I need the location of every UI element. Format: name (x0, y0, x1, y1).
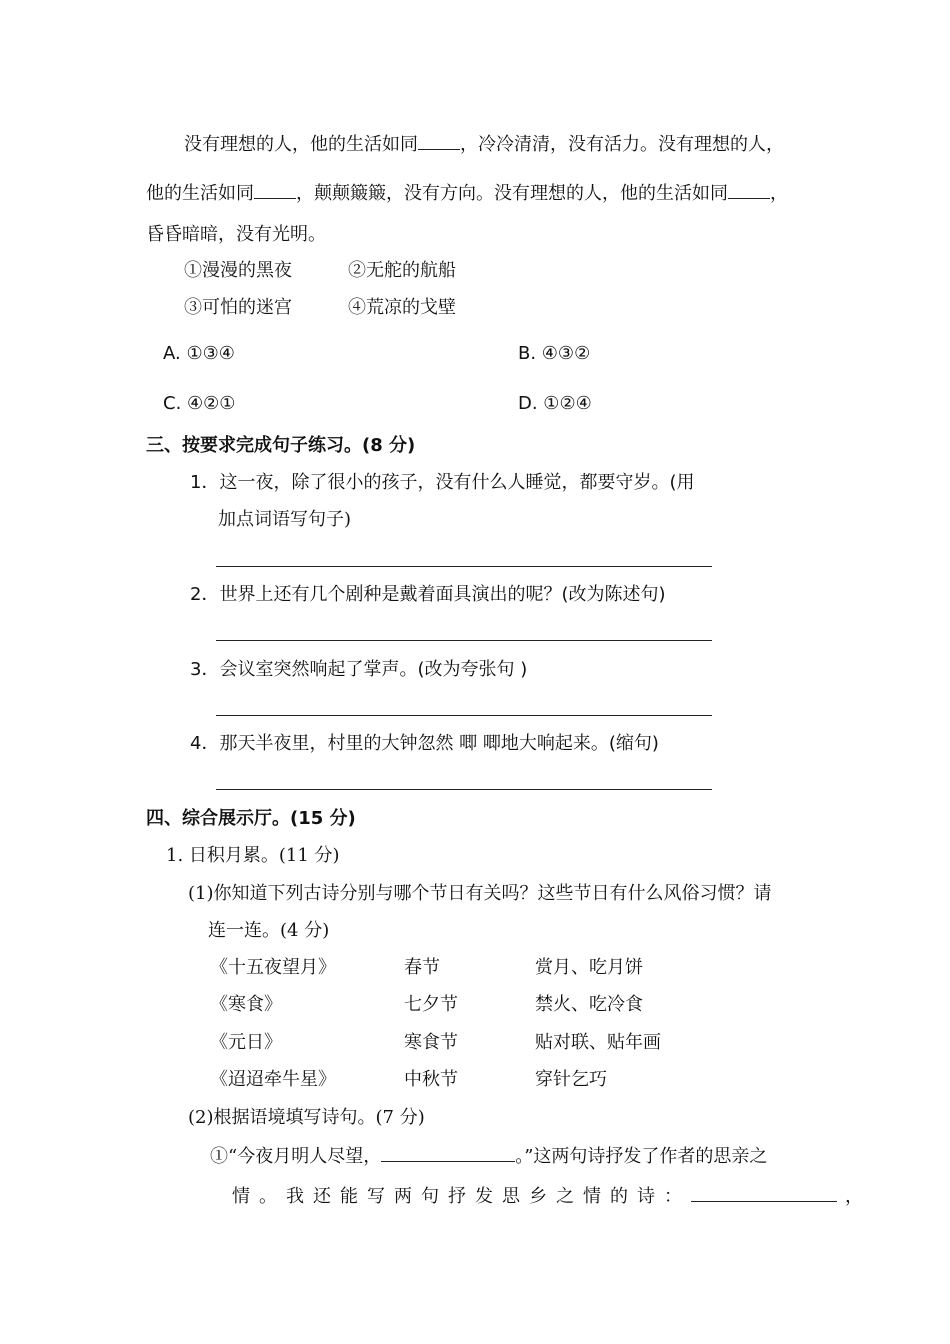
poem-3[interactable]: 《元日》 (210, 1032, 282, 1053)
poem-blank-2[interactable] (691, 1183, 837, 1202)
passage-line-1: 没有理想的人，他的生活如同 ，冷冷清清，没有活力。没有理想的人， (184, 131, 784, 157)
s3-q3: 3．会议室突然响起了掌声。(改为夸张句 ) (190, 659, 528, 680)
item-2: ②无舵的航船 (348, 260, 456, 281)
s3-q1-line1: 1．这一夜，除了很小的孩子，没有什么人睡觉，都要守岁。(用 (190, 472, 695, 493)
option-d[interactable]: D. ①②④ (518, 393, 592, 414)
blank-1[interactable] (418, 131, 460, 150)
section-4-heading: 四、综合展示厅。(15 分) (146, 808, 356, 829)
section-3-heading: 三、按要求完成句子练习。(8 分) (146, 435, 416, 456)
s4-q2-1: ①“今夜月明人尽望， 。”这两句诗抒发了作者的思亲之 (210, 1143, 767, 1169)
poem-blank-1[interactable] (381, 1143, 515, 1162)
festival-3[interactable]: 寒食节 (404, 1032, 458, 1053)
item-3: ③可怕的迷宫 (184, 297, 292, 318)
blank-2[interactable] (254, 180, 296, 199)
option-a[interactable]: A. ①③④ (163, 343, 235, 364)
s3-q2: 2．世界上还有几个剧种是戴着面具演出的呢？(改为陈述句) (190, 584, 666, 605)
s3-q4: 4．那天半夜里，村里的大钟忽然 唧 唧地大响起来。(缩句) (190, 733, 659, 754)
poem-4[interactable]: 《迢迢牵牛星》 (210, 1069, 336, 1090)
s4-sub1: 1. 日积月累。(11 分) (166, 845, 340, 866)
poem-1[interactable]: 《十五夜望月》 (210, 957, 336, 978)
answer-line-4[interactable] (216, 789, 712, 790)
blank-3[interactable] (728, 180, 770, 199)
s4-q1-line1: (1)你知道下列古诗分别与哪个节日有关吗？这些节日有什么风俗习惯？请 (188, 883, 772, 904)
s4-q1-line2: 连一连。(4 分) (208, 920, 330, 941)
passage-line-3: 昏昏暗暗，没有光明。 (146, 224, 326, 245)
item-1: ①漫漫的黑夜 (184, 260, 292, 281)
option-c[interactable]: C. ④②① (163, 393, 236, 414)
option-b[interactable]: B. ④③② (518, 343, 591, 364)
s4-q2: (2)根据语境填写诗句。(7 分) (188, 1107, 425, 1128)
custom-1[interactable]: 赏月、吃月饼 (535, 957, 643, 978)
festival-1[interactable]: 春节 (404, 957, 440, 978)
custom-4[interactable]: 穿针乞巧 (535, 1069, 607, 1090)
answer-line-3[interactable] (216, 715, 712, 716)
s3-q1-line2: 加点词语写句子) (218, 509, 352, 530)
custom-2[interactable]: 禁火、吃冷食 (535, 994, 643, 1015)
answer-line-2[interactable] (216, 640, 712, 641)
custom-3[interactable]: 贴对联、贴年画 (535, 1032, 661, 1053)
s4-q2-2: 情。我还能写两句抒发思乡之情的诗： ， (232, 1183, 863, 1209)
answer-line-1[interactable] (216, 566, 712, 567)
festival-4[interactable]: 中秋节 (404, 1069, 458, 1090)
item-4: ④荒凉的戈壁 (348, 297, 456, 318)
festival-2[interactable]: 七夕节 (404, 994, 458, 1015)
passage-line-2: 他的生活如同 ，颠颠簸簸，没有方向。没有理想的人，他的生活如同 ， (146, 180, 788, 206)
poem-2[interactable]: 《寒食》 (210, 994, 282, 1015)
